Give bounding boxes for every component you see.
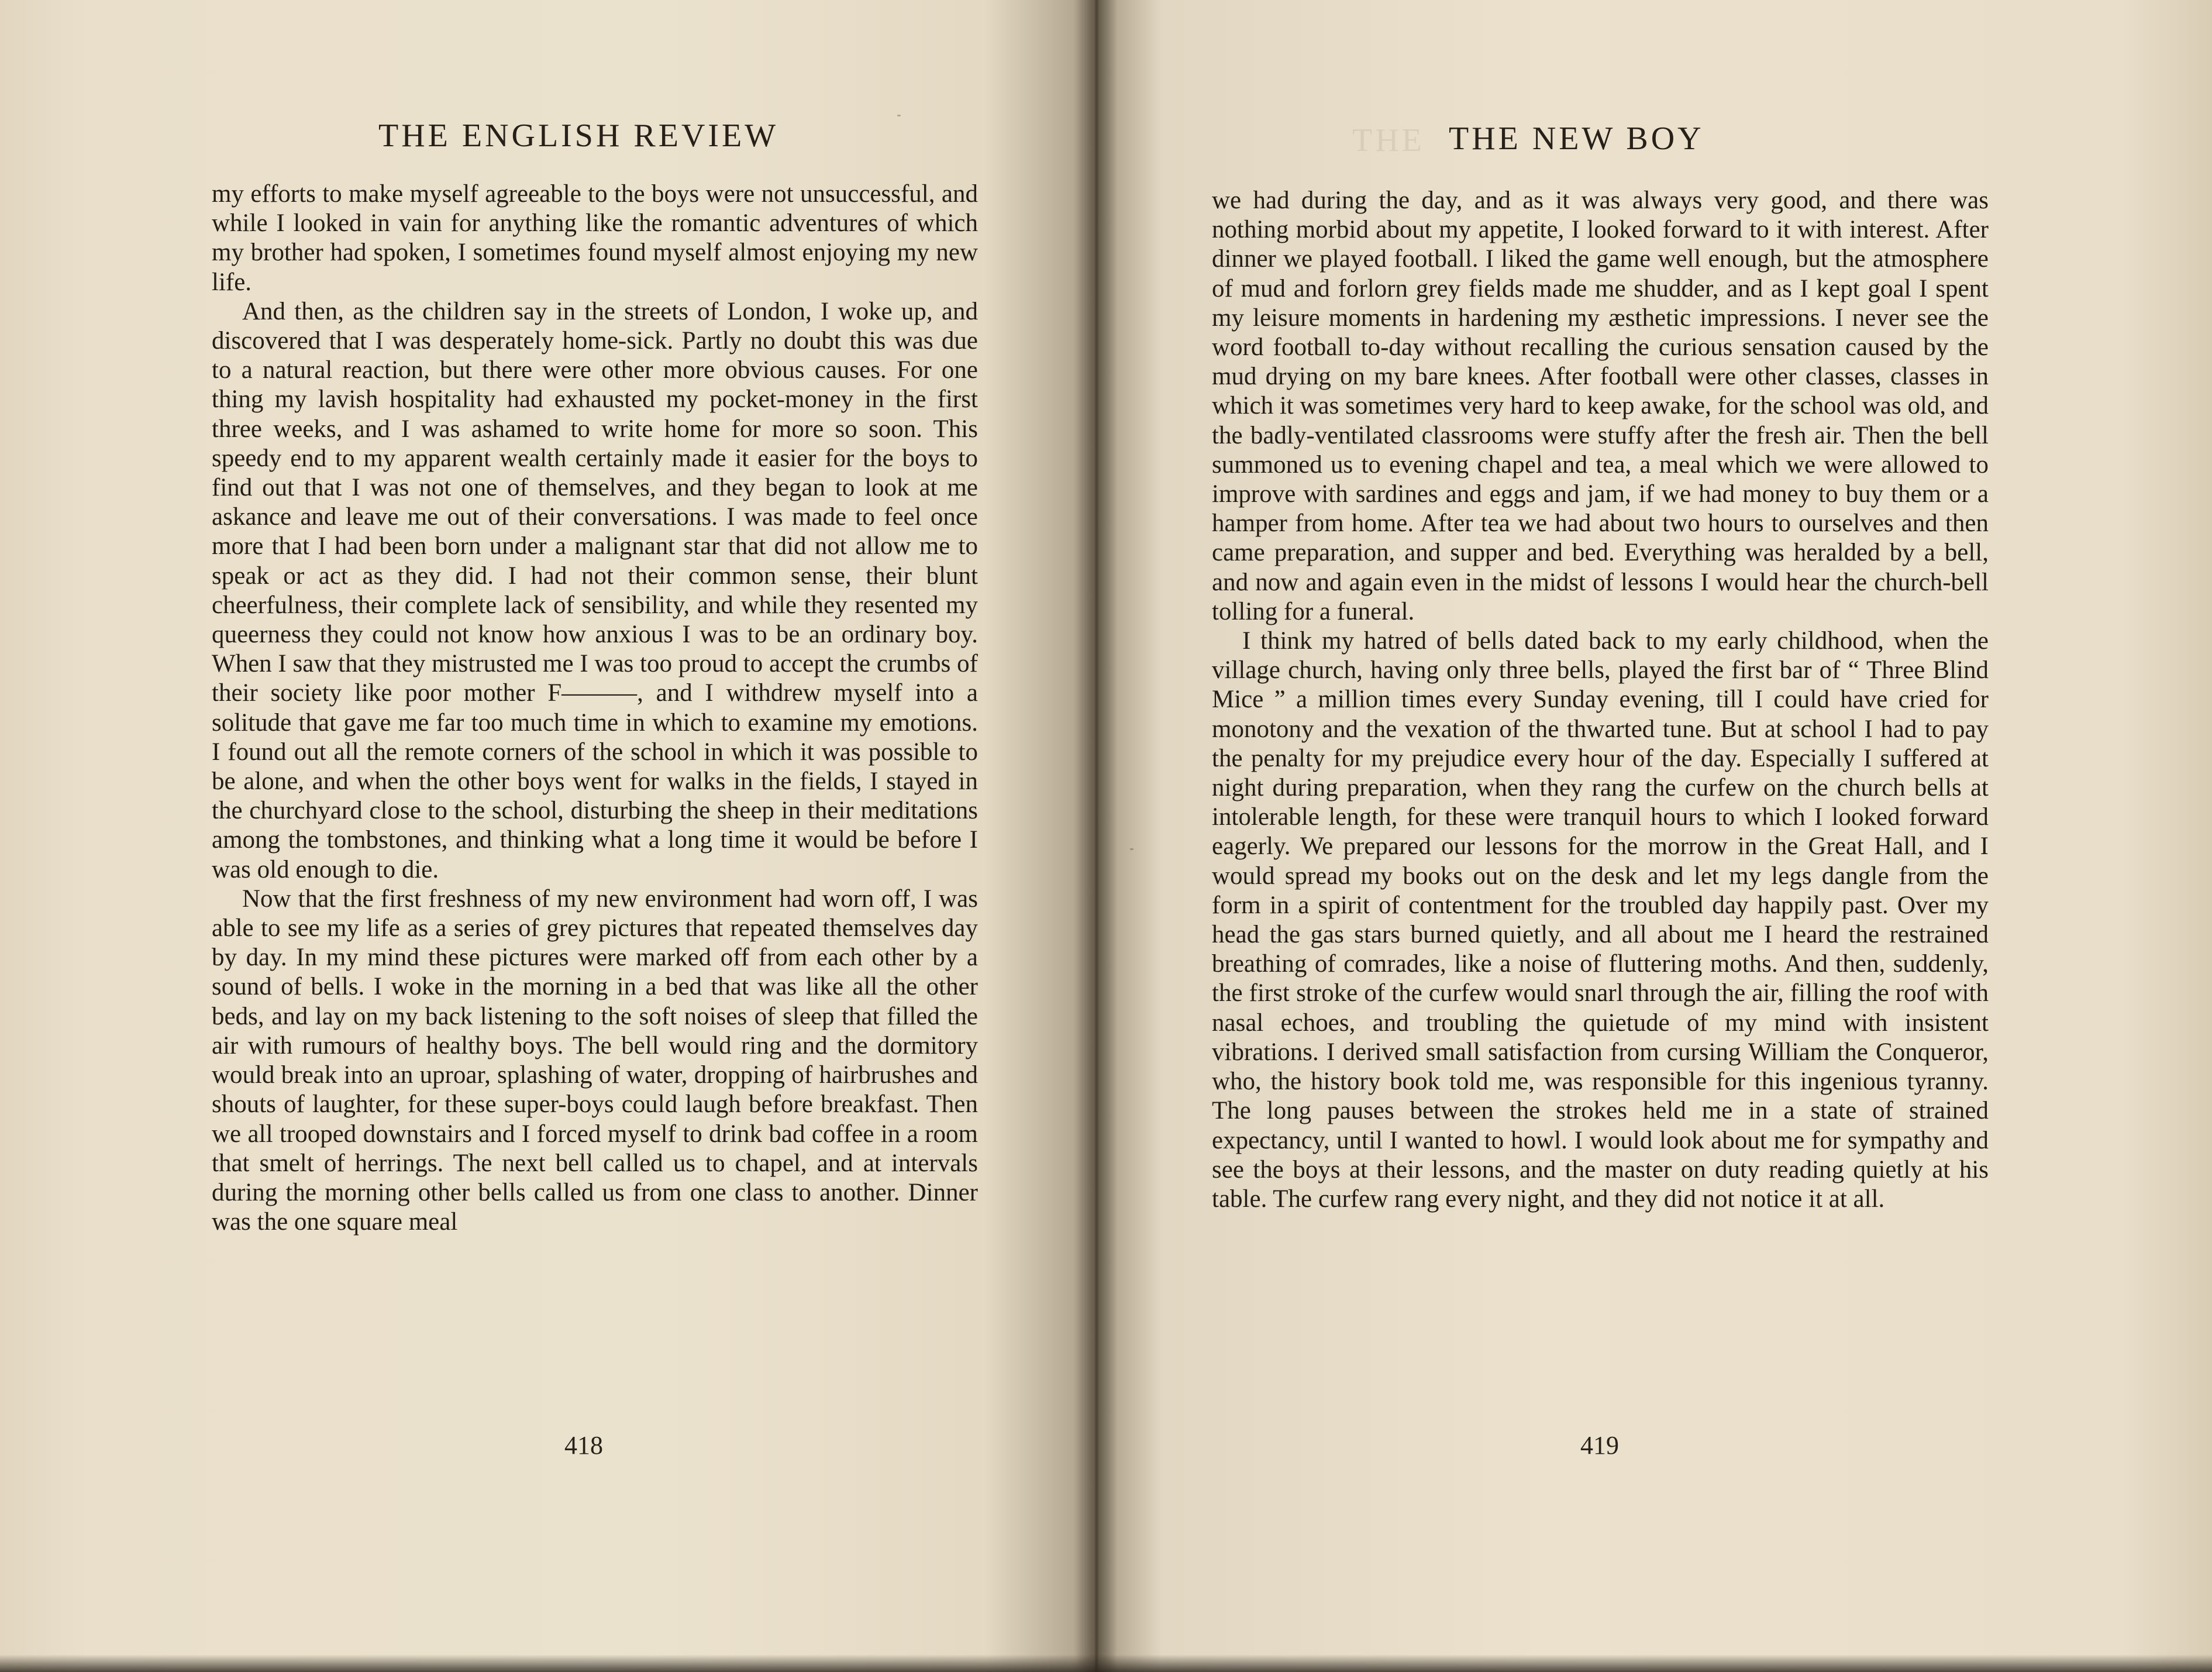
gutter-shadow bbox=[1076, 0, 1117, 1672]
page-number-left: 418 bbox=[564, 1431, 603, 1460]
paragraph: I think my hatred of bells dated back to my early childhood, when the village church, having only three bells, played the first bar of “ Three Blind Mice ” a million times every Sunday evening, till I could have cried for monotony and the vexation of the thwarted tune. But at school I had to pay the penalty for my prejudice every hour of the day. Especially I suffered at night during preparation, when they rang the curfew on the church bells at intolerable length, for these were tranquil hours to which I looked forward eagerly. We prepared our lessons for the morrow in the Great Hall, and I would spread my books out on the desk and let my legs dangle from the form in a spirit of contentment for the troubled day happily past. Over my head the gas stars burned quietly, and all about me I heard the restrained breathing of comrades, like a noise of fluttering moths. And then, suddenly, the first stroke of the curfew would snarl through the air, filling the roof with nasal echoes, and troubling the quietude of my mind with insistent vibrations. I derived small satisfaction from cursing William the Conqueror, who, the history book told me, was responsible for this ingenious tyranny. The long pauses between the strokes held me in a state of strained expectancy, until I wanted to howl. I would look about me for sympathy and see the boys at their lessons, and the master on duty reading quietly at his table. The curfew rang every night, and they did not notice it at all. bbox=[1212, 627, 1989, 1213]
right-page bbox=[1095, 0, 2212, 1672]
running-head-right: THE NEW BOY bbox=[1449, 121, 1704, 157]
paper-speck bbox=[897, 115, 901, 116]
paragraph: And then, as the children say in the streets of London, I woke up, and discovered that I was desperately home-sick. Partly no doubt this was due to a natural reaction, but there were other more obvious causes. For one thing my lavish hospitality had exhausted my pocket-money in the first three weeks, and I was ashamed to write home for more so soon. This speedy end to my apparent wealth certainly made it easier for the boys to find out that I was not one of themselves, and they began to look at me askance and leave me out of their conversations. I was made to feel once more that I had been born under a malignant star that did not allow me to speak or act as they did. I had not their common sense, their blunt cheerfulness, their complete lack of sensibility, and while they resented my queerness they could not know how anxious I was to be an ordinary boy. When I saw that they mistrusted me I was too proud to accept the crumbs of their society like poor mother F———, and I withdrew myself into a solitude that gave me far too much time in which to examine my emotions. I found out all the remote corners of the school in which it was possible to be alone, and when the other boys went for walks in the fields, I stayed in the churchyard close to the school, disturbing the sheep in their meditations among the tombstones, and thinking what a long time it would be before I was old enough to die. bbox=[212, 297, 978, 883]
paragraph: my efforts to make myself agreeable to the boys were not unsuccessful, and while I looked in vain for anything like the romantic adventures of which my brother had spoken, I sometimes found myself almost enjoying my new life. bbox=[212, 180, 978, 296]
left-page bbox=[0, 0, 1095, 1672]
show-through-text: THE bbox=[1352, 122, 1425, 159]
paragraph: we had during the day, and as it was always very good, and there was nothing morbid about my appetite, I looked forward to it with interest. After dinner we played football. I liked the game well enough, but the atmosphere of mud and forlorn grey fields made me shudder, and as I kept goal I spent my leisure moments in hardening my æsthetic impressions. I never see the word football to-day without recalling the curious sensation caused by the mud drying on my bare knees. After football were other classes, classes in which it was sometimes very hard to keep awake, for the school was old, and the badly-ventilated classrooms were stuffy after the fresh air. Then the bell summoned us to evening chapel and tea, a meal which we were allowed to improve with sardines and eggs and jam, if we had money to buy them or a hamper from home. After tea we had about two hours to ourselves and then came preparation, and supper and bed. Everything was heralded by a bell, and now and again even in the midst of lessons I would hear the church-bell tolling for a funeral. bbox=[1212, 187, 1989, 625]
right-page-body bbox=[1212, 186, 1989, 1214]
paragraph: Now that the first freshness of my new environment had worn off, I was able to see my life as a series of grey pictures that repeated themselves day by day. In my mind these pictures were marked off from each other by a sound of bells. I woke in the morning in a bed that was like all the other beds, and lay on my back listening to the soft noises of sleep that filled the air with rumours of healthy boys. The bell would ring and the dormitory would break into an uproar, splashing of water, dropping of hairbrushes and shouts of laughter, for these super-boys could laugh before breakfast. Then we all trooped downstairs and I forced myself to drink bad coffee in a room that smelt of herrings. The next bell called us to chapel, and at intervals during the morning other bells called us from one class to another. Dinner was the one square meal bbox=[212, 885, 978, 1236]
page-bottom-edge bbox=[0, 1654, 2212, 1672]
paper-speck bbox=[1130, 848, 1133, 850]
page-number-right: 419 bbox=[1580, 1431, 1619, 1460]
left-page-body bbox=[212, 180, 978, 1237]
running-head-left: THE ENGLISH REVIEW bbox=[378, 118, 779, 154]
